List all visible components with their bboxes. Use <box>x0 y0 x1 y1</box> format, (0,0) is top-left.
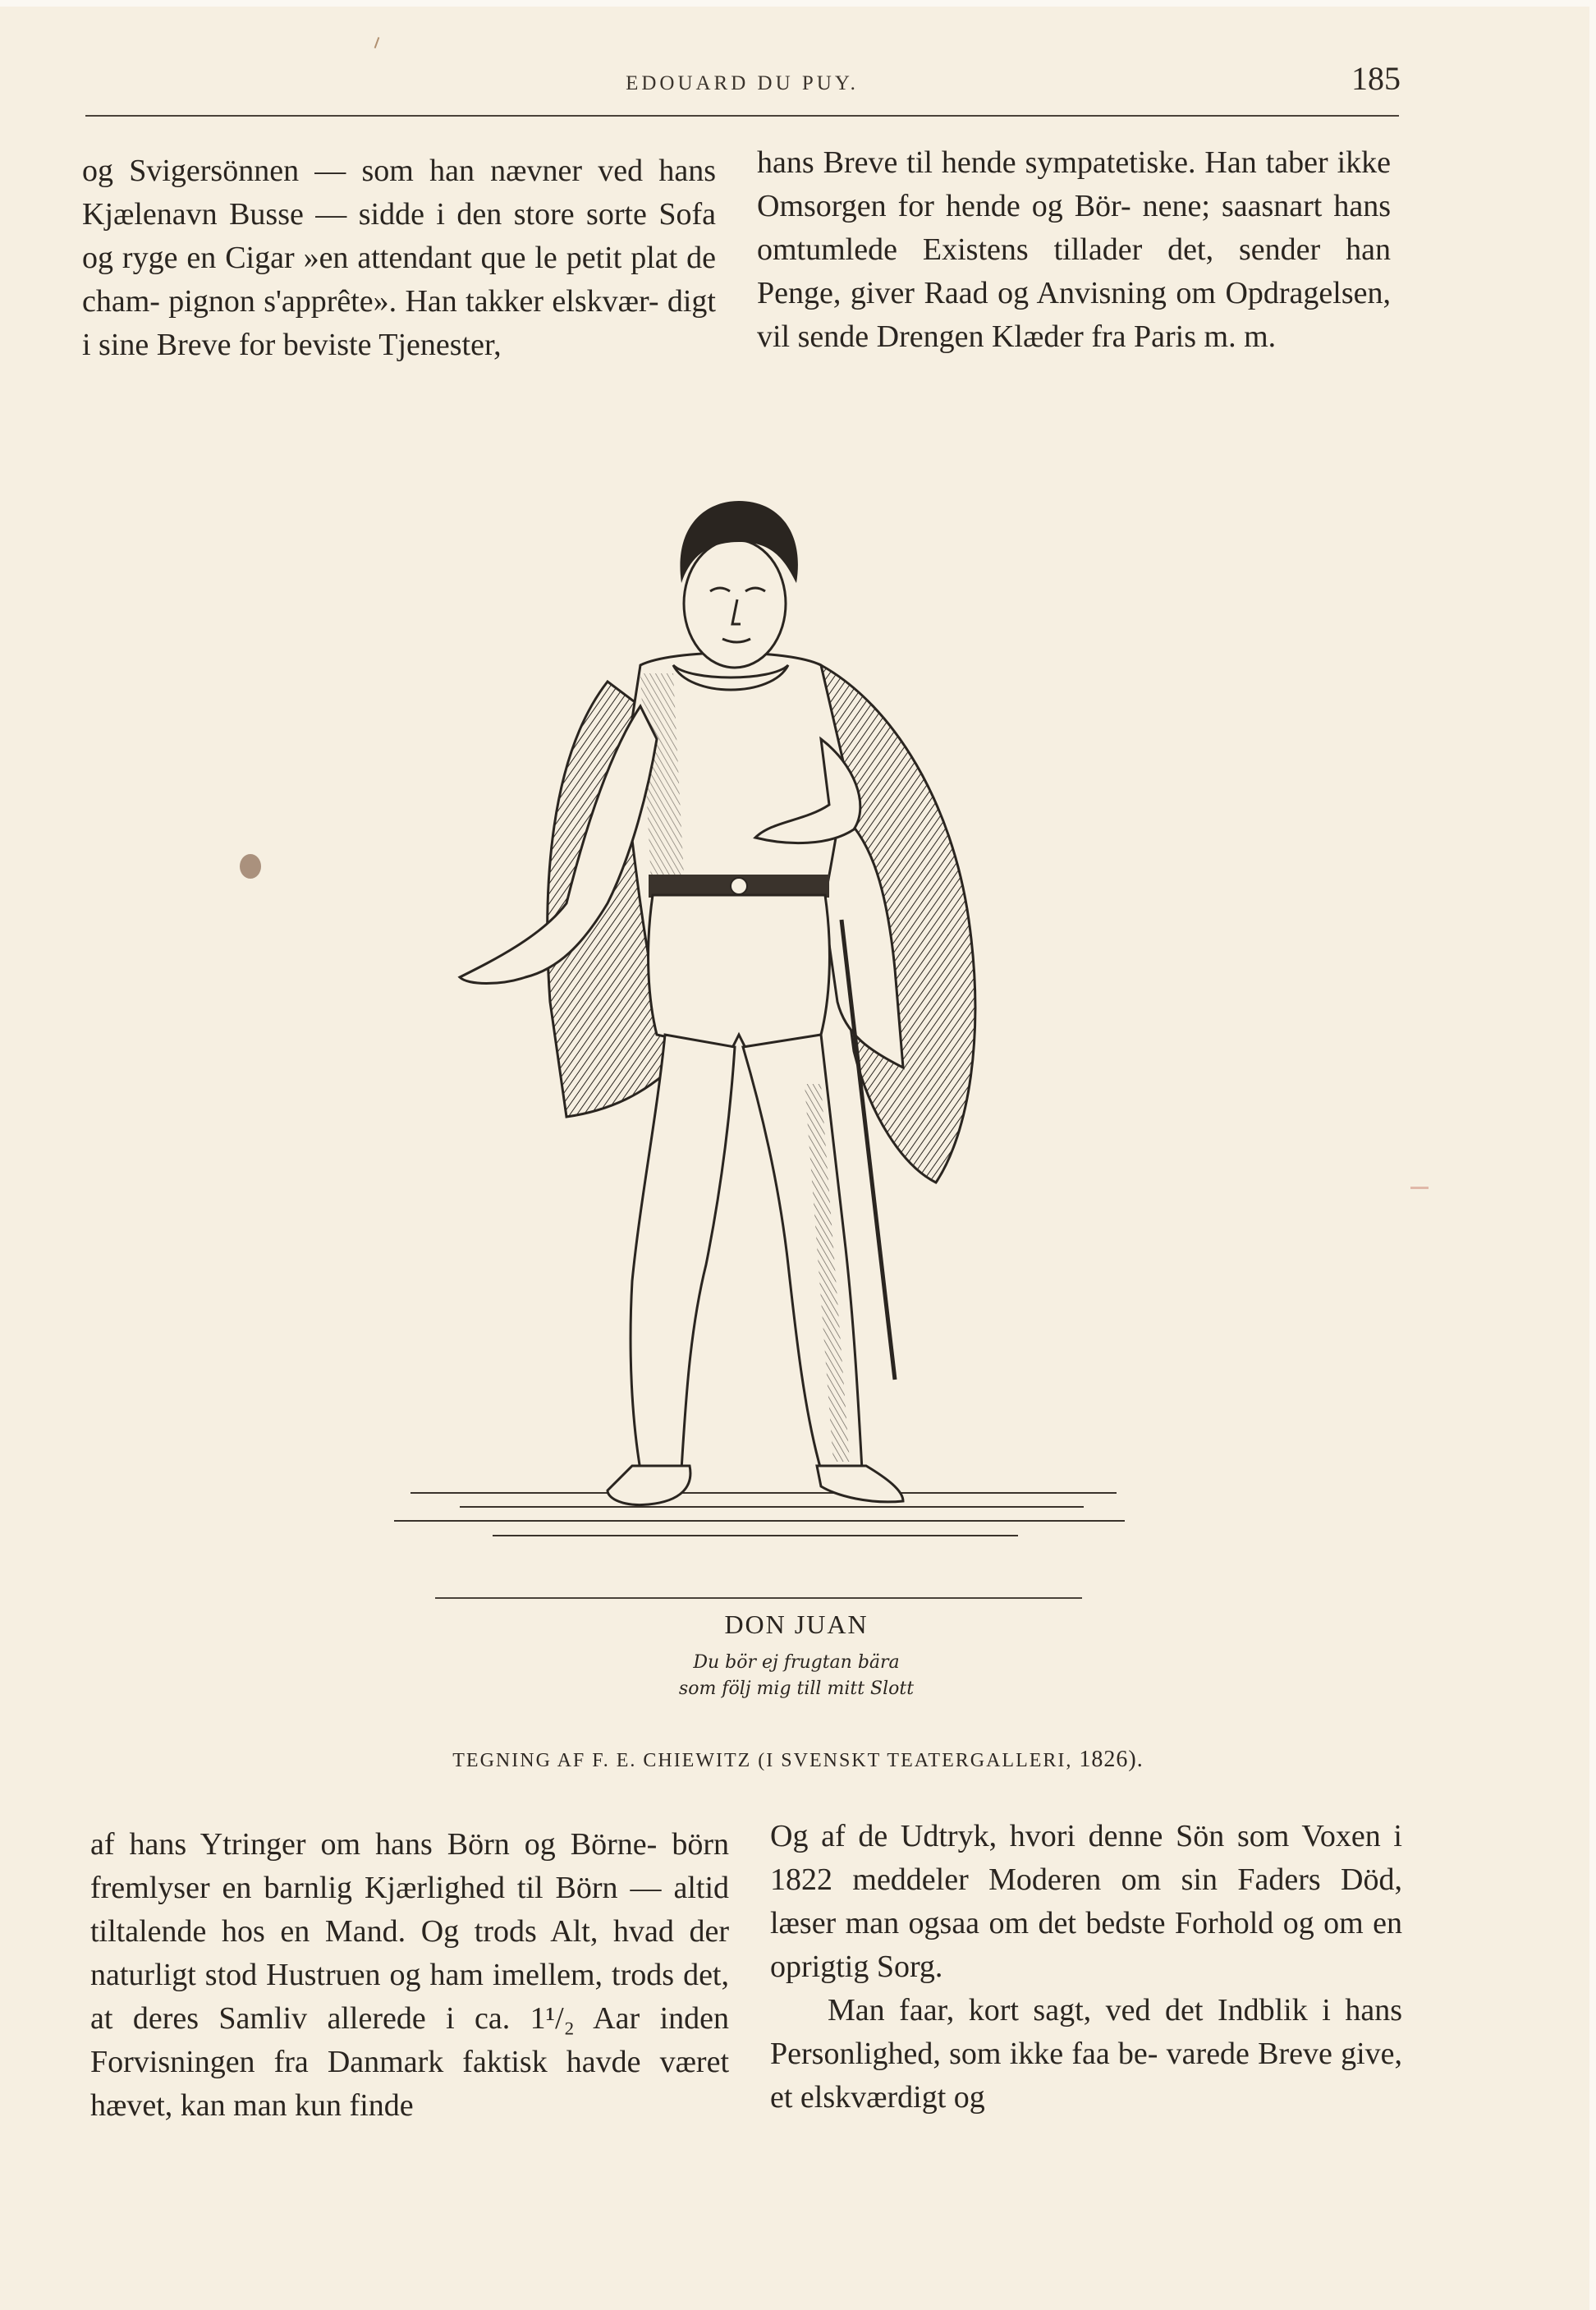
top-right-column <box>757 141 1391 359</box>
text-line: havde været hævet, kan man kun finde <box>90 2045 730 2123</box>
text-paragraph <box>757 141 1391 359</box>
text-line: Og trods Alt, hvad der naturligt stod <box>90 1914 729 1992</box>
text-paragraph <box>90 1823 729 2128</box>
text-line: sende Drengen Klæder fra Paris m. m. <box>797 319 1277 354</box>
text-line: det bedste Forhold og om en oprigtig <box>770 1906 1403 1984</box>
page-edge-right <box>1589 0 1596 2310</box>
figure-title: DON JUAN <box>724 1610 869 1639</box>
text-line: digt i sine Breve for beviste Tjenester, <box>82 284 716 362</box>
figure-verse-line: som följ mig till mitt Slott <box>678 1679 915 1699</box>
text-line: Man faar, kort sagt, ved det Indblik <box>828 1993 1308 2028</box>
text-line: Og af de Udtryk, hvori denne Sön som <box>770 1819 1290 1853</box>
text-line: sin Faders Död, læser man ogsaa om <box>770 1862 1402 1940</box>
text-line: Voxen i 1822 meddeler Moderen om <box>770 1819 1402 1897</box>
text-line: af hans Ytringer om hans Börn og Börne- <box>90 1827 658 1862</box>
ink-smudge <box>240 854 261 879</box>
figure-rule <box>435 1597 1082 1599</box>
right-shoe <box>817 1466 903 1502</box>
top-left-column <box>82 149 716 367</box>
text-line: börn fremlyser en barnlig Kjærlighed til <box>90 1827 729 1905</box>
figure-credit <box>246 1747 1350 1773</box>
belt-buckle <box>731 878 747 894</box>
margin-mark <box>1410 1187 1429 1189</box>
head <box>684 540 786 668</box>
text-line: og Svigersönnen — som han nævner <box>82 154 583 188</box>
text-line: pignon s'apprête». Han takker elskvær- <box>168 284 659 319</box>
running-head <box>85 57 1399 117</box>
left-leg <box>631 1035 735 1470</box>
figure-credit-text: TEGNING AF F. E. CHIEWITZ (I SVENSKT TEATERGALLERI, <box>452 1750 1073 1771</box>
text-line: inden Forvisningen fra Danmark faktisk <box>90 2001 729 2079</box>
left-shoe <box>608 1466 690 1505</box>
text-line: tillader det, sender han Penge, giver <box>757 232 1391 310</box>
text-line: hans Breve til hende sympatetiske. Han <box>757 145 1257 180</box>
text-line: taber ikke Omsorgen for hende og Bör- <box>757 145 1391 223</box>
page-edge-top <box>0 0 1596 7</box>
text-line: Hustruen og ham imellem, trods det, <box>266 1958 729 1992</box>
text-paragraph <box>82 149 716 367</box>
text-paragraph <box>770 1815 1402 1989</box>
don-juan-engraving <box>361 460 1149 1610</box>
running-head-title: EDOUARD DU PUY. <box>626 72 859 94</box>
text-line: varede Breve give, et elskværdigt og <box>770 2037 1403 2115</box>
bottom-right-column <box>770 1815 1402 2119</box>
text-line: nene; saasnart hans omtumlede Existens <box>757 189 1391 267</box>
bottom-left-column <box>90 1823 729 2128</box>
text-paragraph <box>770 1989 1402 2119</box>
ground-lines <box>394 1493 1125 1536</box>
trunk-hose <box>649 895 830 1051</box>
text-line: Sorg. <box>876 1949 943 1984</box>
text-line: ved hans Kjælenavn Busse — sidde i <box>82 154 716 232</box>
text-line: i hans Personlighed, som ikke faa be- <box>770 1993 1402 2071</box>
figure-verse-line: Du bör ej frugtan bära <box>693 1652 900 1673</box>
paper-mark <box>374 37 380 48</box>
text-line: »en attendant que le petit plat de cham- <box>82 241 716 319</box>
text-line: at deres Samliv allerede i ca. 1¹/₂ Aar <box>90 2001 640 2036</box>
text-line: den store sorte Sofa og ryge en Cigar <box>82 197 716 275</box>
figure-credit-year: 1826). <box>1079 1747 1144 1772</box>
text-line: Börn — altid tiltalende hos en Mand. <box>90 1871 729 1949</box>
text-line: Raad og Anvisning om Opdragelsen, vil <box>757 276 1391 354</box>
page-number: 185 <box>1351 60 1401 97</box>
